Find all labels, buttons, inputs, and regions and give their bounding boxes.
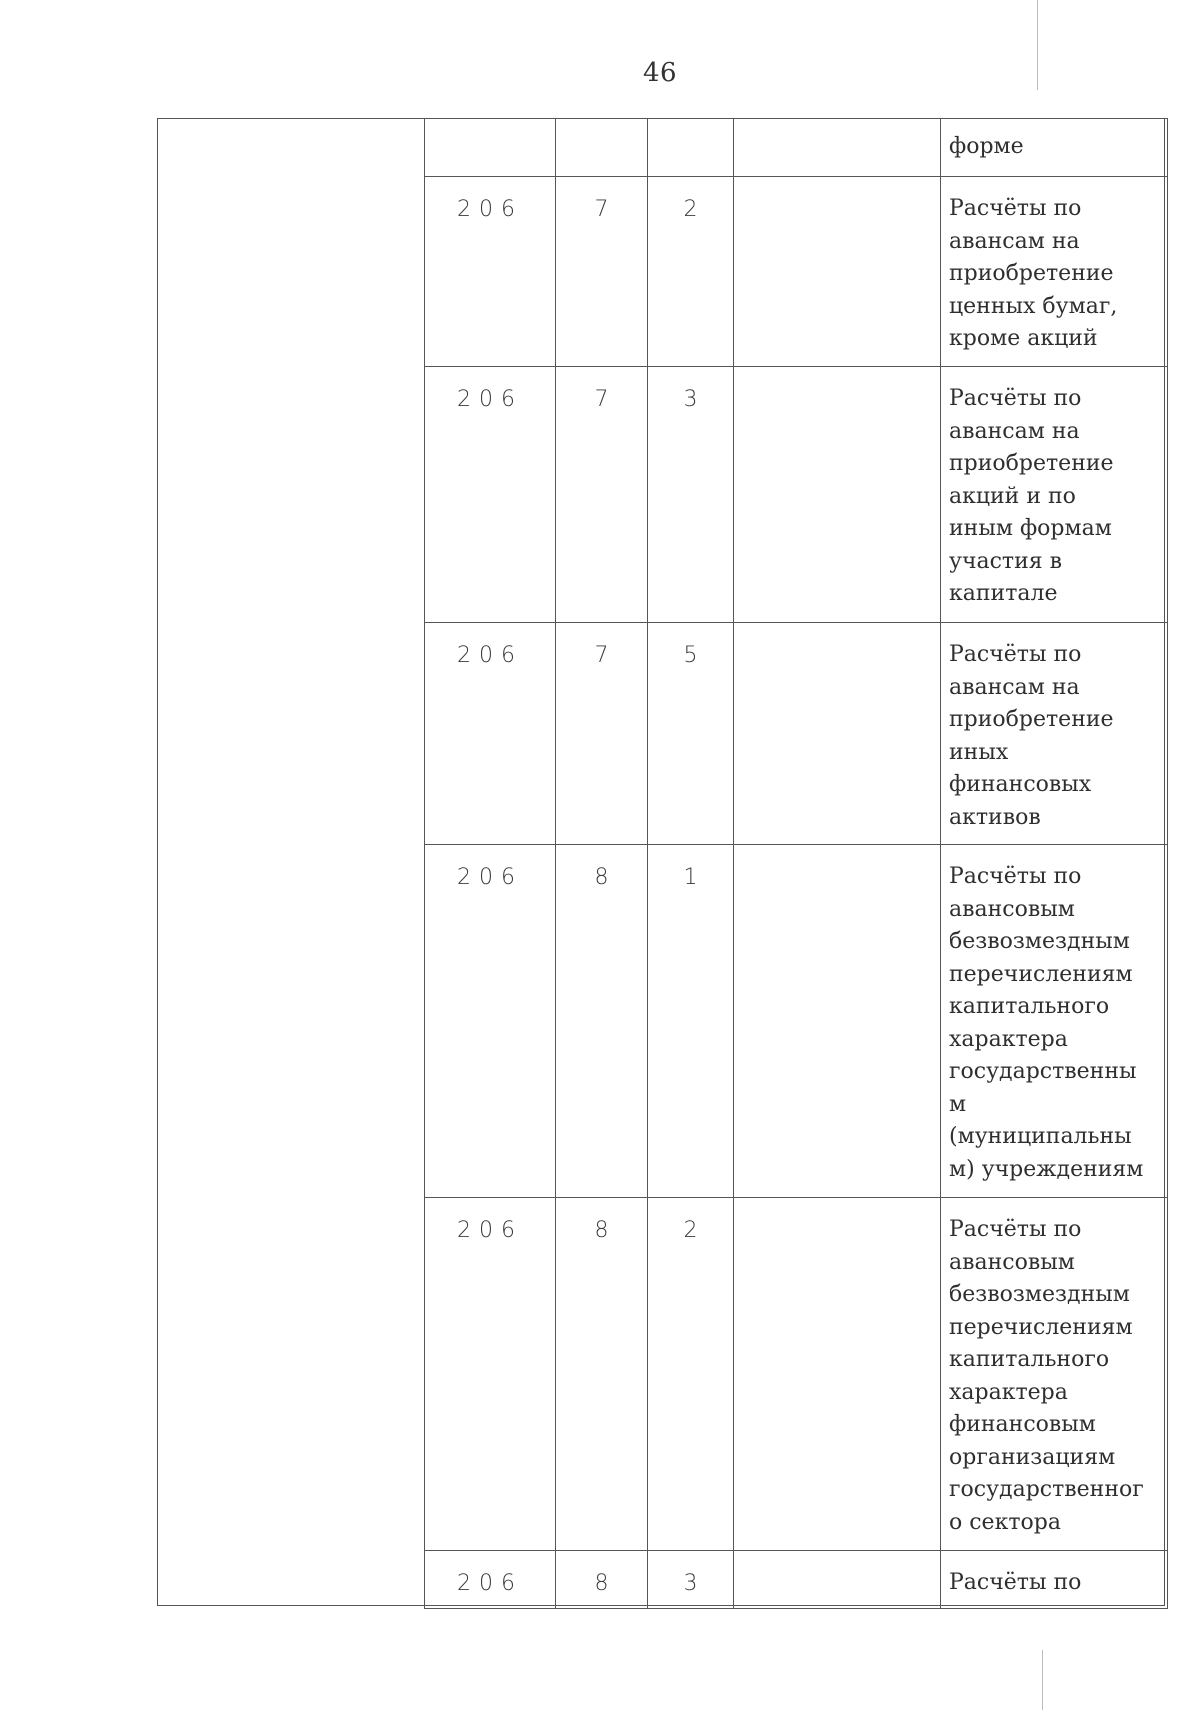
code-cell-4 xyxy=(734,623,941,845)
code-cell-4 xyxy=(734,1551,941,1609)
code-cell-1: 206 xyxy=(425,1551,556,1609)
page-number: 46 xyxy=(642,58,678,88)
code-cell-3: 2 xyxy=(648,1198,734,1551)
code-cell-2: 8 xyxy=(556,845,648,1198)
description-cell: Расчёты по авансам на приобретение акций и по иным формам участия в капитале xyxy=(941,367,1168,623)
code-cell-3: 2 xyxy=(648,177,734,367)
code-cell-2: 7 xyxy=(556,177,648,367)
code-cell-4 xyxy=(734,177,941,367)
description-cell: форме xyxy=(941,119,1168,177)
code-cell-2: 7 xyxy=(556,623,648,845)
code-cell-3 xyxy=(648,119,734,177)
code-cell-2: 7 xyxy=(556,367,648,623)
scan-margin-line-bottom xyxy=(1042,1650,1043,1710)
code-cell-1: 206 xyxy=(425,1198,556,1551)
description-cell: Расчёты по авансовым безвозмездным перечислениям капитального характера финансовым организациям государственног о сектора xyxy=(941,1198,1168,1551)
code-cell-4 xyxy=(734,367,941,623)
code-cell-2: 8 xyxy=(556,1551,648,1609)
table-row xyxy=(425,177,1168,367)
code-cell-3: 1 xyxy=(648,845,734,1198)
description-cell: Расчёты по авансам на приобретение иных финансовых активов xyxy=(941,623,1168,845)
table-row xyxy=(425,119,1168,177)
table-row xyxy=(425,623,1168,845)
accounts-table-frame xyxy=(157,118,1165,1606)
description-cell: Расчёты по xyxy=(941,1551,1168,1609)
code-cell-2 xyxy=(556,119,648,177)
description-cell: Расчёты по авансам на приобретение ценных бумаг, кроме акций xyxy=(941,177,1168,367)
accounts-table xyxy=(424,118,1168,1609)
code-cell-3: 3 xyxy=(648,1551,734,1609)
description-cell: Расчёты по авансовым безвозмездным перечислениям капитального характера государственны м (муниципальны м) учреждениям xyxy=(941,845,1168,1198)
code-cell-2: 8 xyxy=(556,1198,648,1551)
code-cell-1: 206 xyxy=(425,367,556,623)
table-row xyxy=(425,1551,1168,1609)
table-row xyxy=(425,845,1168,1198)
table-row xyxy=(425,367,1168,623)
code-cell-4 xyxy=(734,1198,941,1551)
table-row xyxy=(425,1198,1168,1551)
code-cell-1: 206 xyxy=(425,845,556,1198)
code-cell-4 xyxy=(734,119,941,177)
code-cell-1: 206 xyxy=(425,177,556,367)
code-cell-4 xyxy=(734,845,941,1198)
code-cell-1: 206 xyxy=(425,623,556,845)
code-cell-1 xyxy=(425,119,556,177)
code-cell-3: 3 xyxy=(648,367,734,623)
scan-margin-line-top xyxy=(1037,0,1038,90)
code-cell-3: 5 xyxy=(648,623,734,845)
